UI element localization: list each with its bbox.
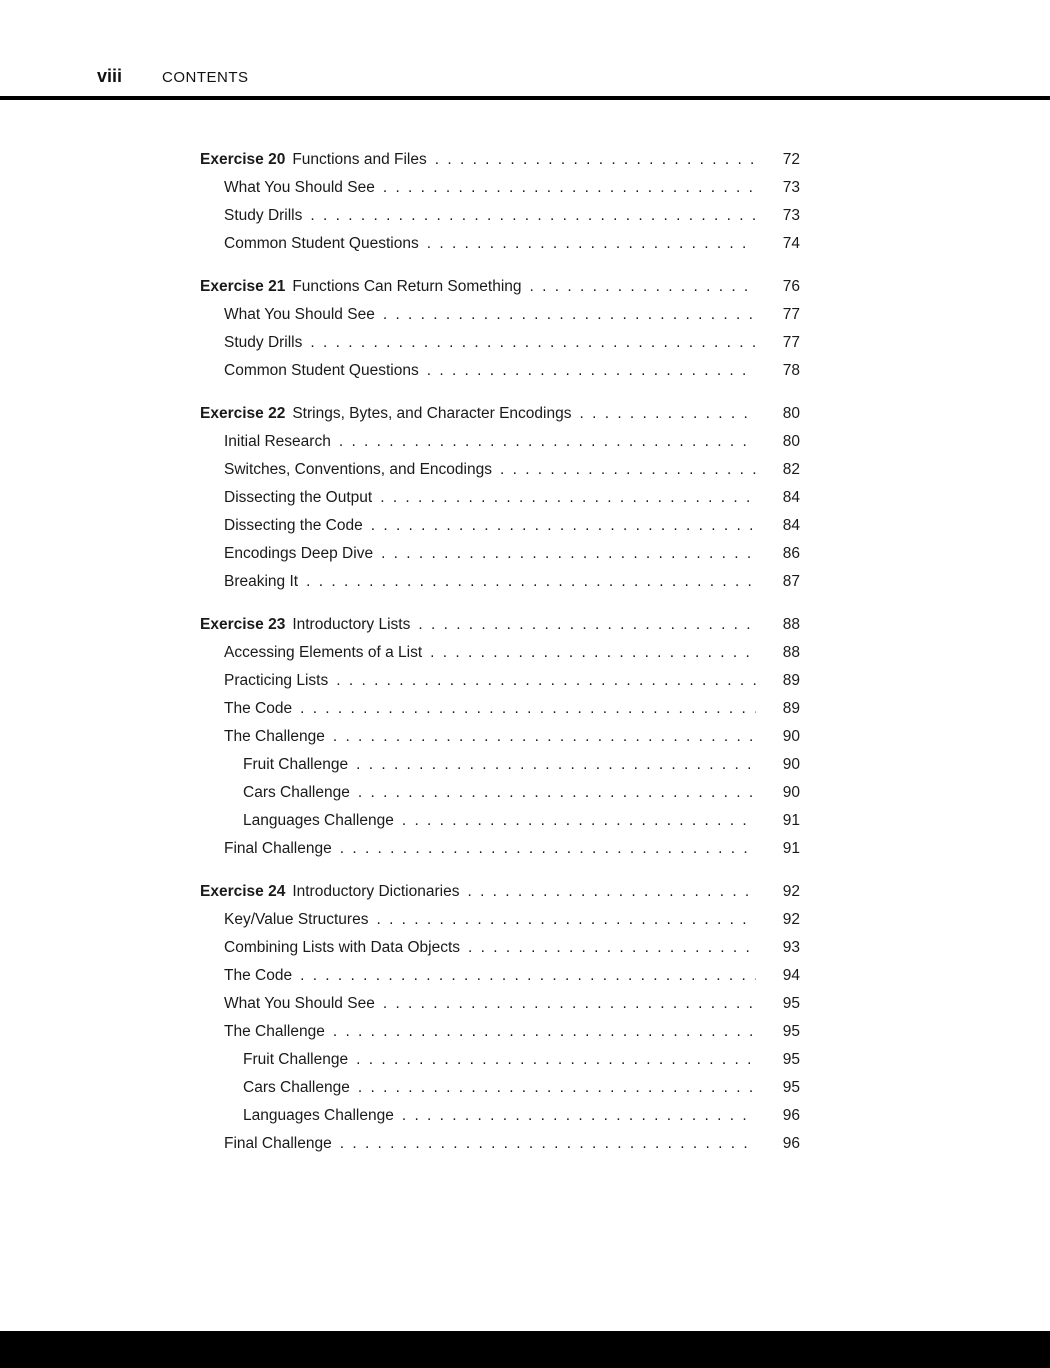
toc-entry [200,400,800,428]
dot-leader [310,329,756,357]
entry-label: Common Student Questions [224,362,419,379]
entry-page-number: 80 [782,433,800,450]
entry-page-number: 95 [782,1051,800,1068]
entry-label: The Code [224,967,293,984]
entry-page-number: 96 [782,1135,800,1152]
toc-entry [200,329,800,357]
toc-entry [200,230,800,258]
toc-section [200,273,800,385]
entry-page-number: 91 [782,812,800,829]
entry-label: Exercise 24 Introductory Dictionaries [200,883,460,900]
toc-entry [200,512,800,540]
dot-leader [530,273,756,301]
dot-leader [380,484,756,512]
entry-label: Encodings Deep Dive [224,545,374,562]
entry-page-number: 90 [782,784,800,801]
dot-leader [402,1102,756,1130]
entry-label: Accessing Elements of a List [224,644,423,661]
toc-entry [200,357,800,385]
dot-leader [333,1018,756,1046]
toc-entry [200,835,800,863]
dot-leader [340,1130,756,1158]
entry-page-number: 89 [782,672,800,689]
toc-entry [200,1018,800,1046]
entry-label: Key/Value Structures [224,911,369,928]
entry-label: Final Challenge [224,840,332,857]
dot-leader [383,301,756,329]
dot-leader [500,456,756,484]
toc-entry [200,779,800,807]
entry-page-number: 78 [782,362,800,379]
dot-leader [300,962,756,990]
entry-label: Initial Research [224,433,331,450]
entry-label: What You Should See [224,306,375,323]
dot-leader [336,667,756,695]
page-number: viii [97,66,123,86]
entry-page-number: 95 [782,995,800,1012]
toc-entry [200,428,800,456]
toc-entry [200,751,800,779]
entry-label: Practicing Lists [224,672,329,689]
toc-entry [200,568,800,596]
dot-leader [339,428,756,456]
entry-label: Languages Challenge [243,812,394,829]
entry-label: Study Drills [224,334,303,351]
dot-leader [356,1046,756,1074]
toc-entry [200,1130,800,1158]
entry-page-number: 80 [782,405,800,422]
entry-page-number: 73 [782,207,800,224]
toc-entry [200,807,800,835]
dot-leader [579,400,756,428]
entry-page-number: 74 [782,235,800,252]
entry-page-number: 82 [782,461,800,478]
bottom-bar [0,1331,1050,1368]
header-rule [0,96,1050,100]
toc-entry [200,1046,800,1074]
entry-label: Languages Challenge [243,1107,394,1124]
dot-leader [427,230,756,258]
entry-page-number: 92 [782,883,800,900]
toc-entry [200,540,800,568]
dot-leader [381,540,756,568]
entry-page-number: 84 [782,489,800,506]
entry-label: Fruit Challenge [243,756,349,773]
entry-label: Switches, Conventions, and Encodings [224,461,492,478]
entry-page-number: 87 [782,573,800,590]
exercise-number: Exercise 20 [200,151,286,168]
entry-page-number: 76 [782,278,800,295]
entry-label: What You Should See [224,995,375,1012]
dot-leader [371,512,756,540]
dot-leader [418,611,756,639]
dot-leader [358,1074,756,1102]
entry-label: Exercise 21 Functions Can Return Something [200,278,522,295]
toc-section [200,400,800,596]
entry-page-number: 84 [782,517,800,534]
entry-label: Study Drills [224,207,303,224]
toc-entry [200,723,800,751]
entry-label: Exercise 23 Introductory Lists [200,616,411,633]
entry-page-number: 73 [782,179,800,196]
toc-entry [200,639,800,667]
entry-page-number: 89 [782,700,800,717]
entry-label: The Code [224,700,293,717]
entry-label: Final Challenge [224,1135,332,1152]
dot-leader [402,807,756,835]
entry-label: Combining Lists with Data Objects [224,939,461,956]
dot-leader [467,878,756,906]
toc-entry [200,301,800,329]
running-head: CONTENTS [162,69,249,86]
entry-label: Dissecting the Code [224,517,363,534]
dot-leader [356,751,756,779]
toc-section [200,878,800,1158]
entry-page-number: 94 [782,967,800,984]
entry-page-number: 95 [782,1023,800,1040]
entry-page-number: 93 [782,939,800,956]
dot-leader [383,174,756,202]
dot-leader [430,639,756,667]
exercise-number: Exercise 24 [200,883,286,900]
entry-page-number: 72 [782,151,800,168]
exercise-number: Exercise 23 [200,616,286,633]
entry-page-number: 77 [782,334,800,351]
toc-entry [200,1074,800,1102]
dot-leader [333,723,756,751]
toc-entry [200,146,800,174]
entry-label: Cars Challenge [243,784,350,801]
toc-entry [200,174,800,202]
entry-label: Breaking It [224,573,299,590]
entry-page-number: 88 [782,616,800,633]
entry-page-number: 96 [782,1107,800,1124]
dot-leader [340,835,756,863]
entry-label: Dissecting the Output [224,489,373,506]
entry-label: The Challenge [224,728,325,745]
dot-leader [383,990,756,1018]
toc-entry [200,906,800,934]
entry-label: Common Student Questions [224,235,419,252]
table-of-contents [200,146,800,1158]
toc-entry [200,962,800,990]
toc-entry [200,484,800,512]
toc-entry [200,611,800,639]
toc-entry [200,695,800,723]
entry-page-number: 91 [782,840,800,857]
dot-leader [468,934,756,962]
dot-leader [376,906,756,934]
entry-page-number: 90 [782,728,800,745]
exercise-number: Exercise 21 [200,278,286,295]
entry-label: Fruit Challenge [243,1051,349,1068]
toc-entry [200,202,800,230]
dot-leader [300,695,756,723]
entry-label: Exercise 20 Functions and Files [200,151,427,168]
page-header [0,0,1050,87]
entry-page-number: 88 [782,644,800,661]
entry-label: Exercise 22 Strings, Bytes, and Character Encodings [200,405,572,422]
toc-section [200,611,800,863]
toc-entry [200,878,800,906]
exercise-number: Exercise 22 [200,405,286,422]
dot-leader [358,779,756,807]
toc-entry [200,934,800,962]
toc-entry [200,456,800,484]
entry-page-number: 86 [782,545,800,562]
toc-section [200,146,800,258]
dot-leader [427,357,756,385]
toc-entry [200,667,800,695]
entry-label: The Challenge [224,1023,325,1040]
entry-page-number: 92 [782,911,800,928]
toc-entry [200,1102,800,1130]
entry-page-number: 95 [782,1079,800,1096]
dot-leader [310,202,756,230]
entry-page-number: 77 [782,306,800,323]
entry-label: Cars Challenge [243,1079,350,1096]
toc-entry [200,990,800,1018]
dot-leader [435,146,756,174]
toc-entry [200,273,800,301]
entry-page-number: 90 [782,756,800,773]
dot-leader [306,568,756,596]
entry-label: What You Should See [224,179,375,196]
